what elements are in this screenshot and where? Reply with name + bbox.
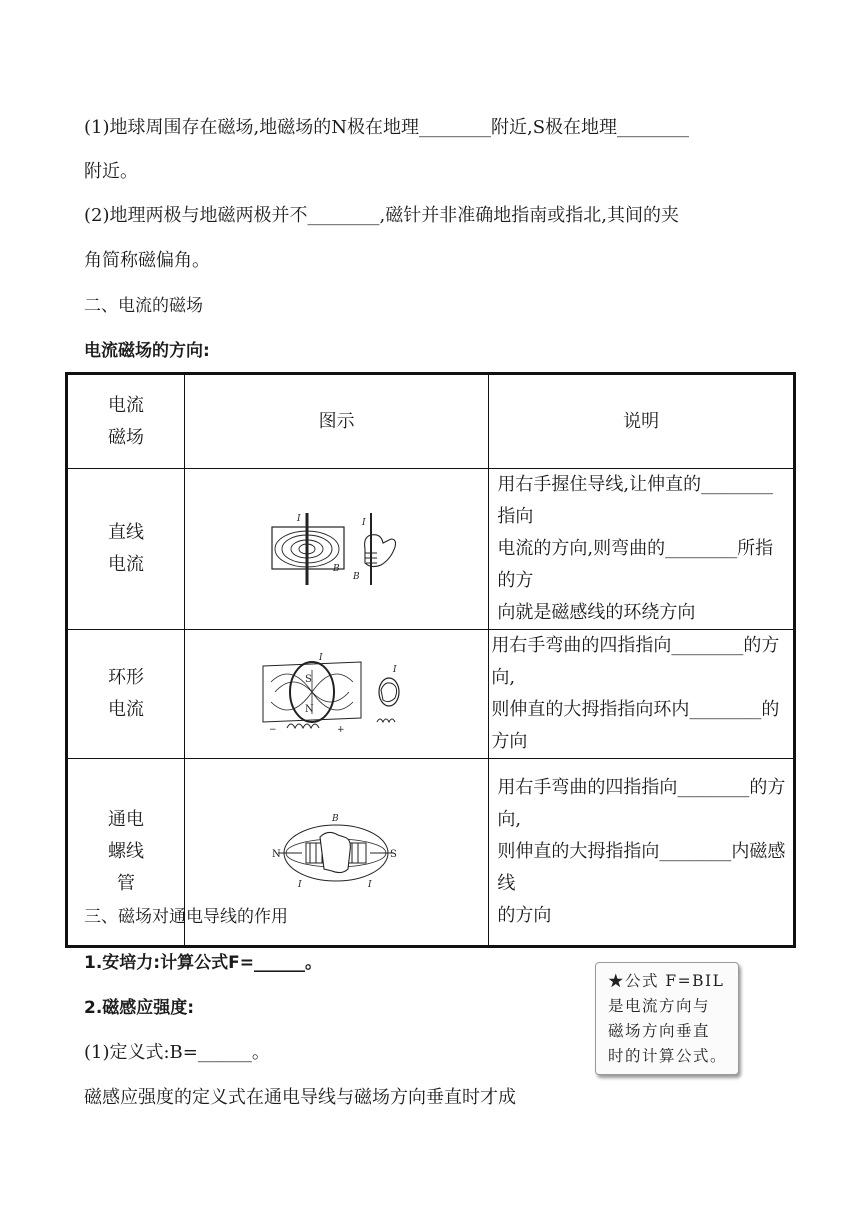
svg-text:N: N bbox=[271, 849, 281, 860]
paragraph-2-line-1: (2)地理两极与地磁两极并不________,磁针并非准确地指南或指北,其间的夹 bbox=[84, 205, 679, 226]
straight-wire-field-figure bbox=[267, 509, 407, 589]
magnetic-induction-item: 2.磁感应强度: bbox=[84, 998, 195, 1018]
paragraph-2-line-2: 角简称磁偏角。 bbox=[84, 250, 210, 271]
paragraph-1-line-2: 附近。 bbox=[84, 161, 138, 182]
table-row bbox=[67, 469, 795, 630]
definition-note-line: 磁感应强度的定义式在通电导线与磁场方向垂直时才成 bbox=[84, 1087, 516, 1108]
svg-text:B: B bbox=[331, 814, 339, 824]
definition-formula-line: (1)定义式:B=______。 bbox=[84, 1042, 270, 1063]
row-1-description: 用右手握住导线,让伸直的________指向 电流的方向,则弯曲的________所指的方 向就是磁感线的环绕方向 bbox=[489, 469, 795, 630]
header-col-2: 图示 bbox=[184, 374, 488, 469]
svg-text:I: I bbox=[297, 880, 302, 890]
section-2-heading: 二、电流的磁场 bbox=[84, 296, 203, 316]
svg-text:B: B bbox=[352, 572, 360, 582]
row-3-name: 通电 螺线 管 bbox=[67, 759, 185, 947]
svg-text:I: I bbox=[392, 665, 397, 675]
svg-text:I: I bbox=[367, 880, 372, 890]
ampere-force-item: 1.安培力:计算公式F=______。 bbox=[84, 953, 322, 973]
svg-text:I: I bbox=[318, 653, 323, 663]
formula-note-box bbox=[595, 962, 739, 1075]
loop-current-field-figure bbox=[257, 652, 417, 736]
svg-text:S: S bbox=[389, 849, 397, 860]
svg-text:B: B bbox=[332, 564, 340, 574]
header-col-1: 电流 磁场 bbox=[67, 374, 185, 469]
note-line-3: 磁场方向垂直 bbox=[608, 1022, 711, 1040]
section-2-subheading: 电流磁场的方向: bbox=[84, 341, 210, 361]
table-row bbox=[67, 630, 795, 759]
note-line-1: ★公式 F=BIL bbox=[608, 972, 725, 990]
row-2-name: 环形 电流 bbox=[67, 630, 185, 759]
paragraph-1-line-1: (1)地球周围存在磁场,地磁场的N极在地理________附近,S极在地理________ bbox=[84, 117, 690, 138]
svg-text:S: S bbox=[304, 674, 312, 685]
svg-text:N: N bbox=[304, 704, 314, 715]
note-line-4: 时的计算公式。 bbox=[608, 1047, 728, 1065]
note-line-2: 是电流方向与 bbox=[608, 997, 711, 1015]
svg-text:+: + bbox=[336, 725, 345, 735]
table-header-row bbox=[67, 374, 795, 469]
row-1-name: 直线 电流 bbox=[67, 469, 185, 630]
section-3-heading: 三、磁场对通电导线的作用 bbox=[84, 907, 288, 927]
svg-text:I: I bbox=[361, 518, 366, 528]
row-2-figure bbox=[184, 630, 488, 759]
row-3-description: 用右手弯曲的四指指向________的方向, 则伸直的大拇指指向________内磁感线 的方向 bbox=[489, 759, 795, 947]
svg-text:−: − bbox=[268, 725, 277, 735]
header-col-3: 说明 bbox=[489, 374, 795, 469]
svg-text:I: I bbox=[296, 514, 301, 524]
row-2-description: 用右手弯曲的四指指向________的方向, 则伸直的大拇指指向环内________的方向 bbox=[489, 630, 795, 759]
row-1-figure bbox=[184, 469, 488, 630]
solenoid-field-figure bbox=[272, 807, 402, 897]
current-field-table bbox=[65, 372, 796, 948]
